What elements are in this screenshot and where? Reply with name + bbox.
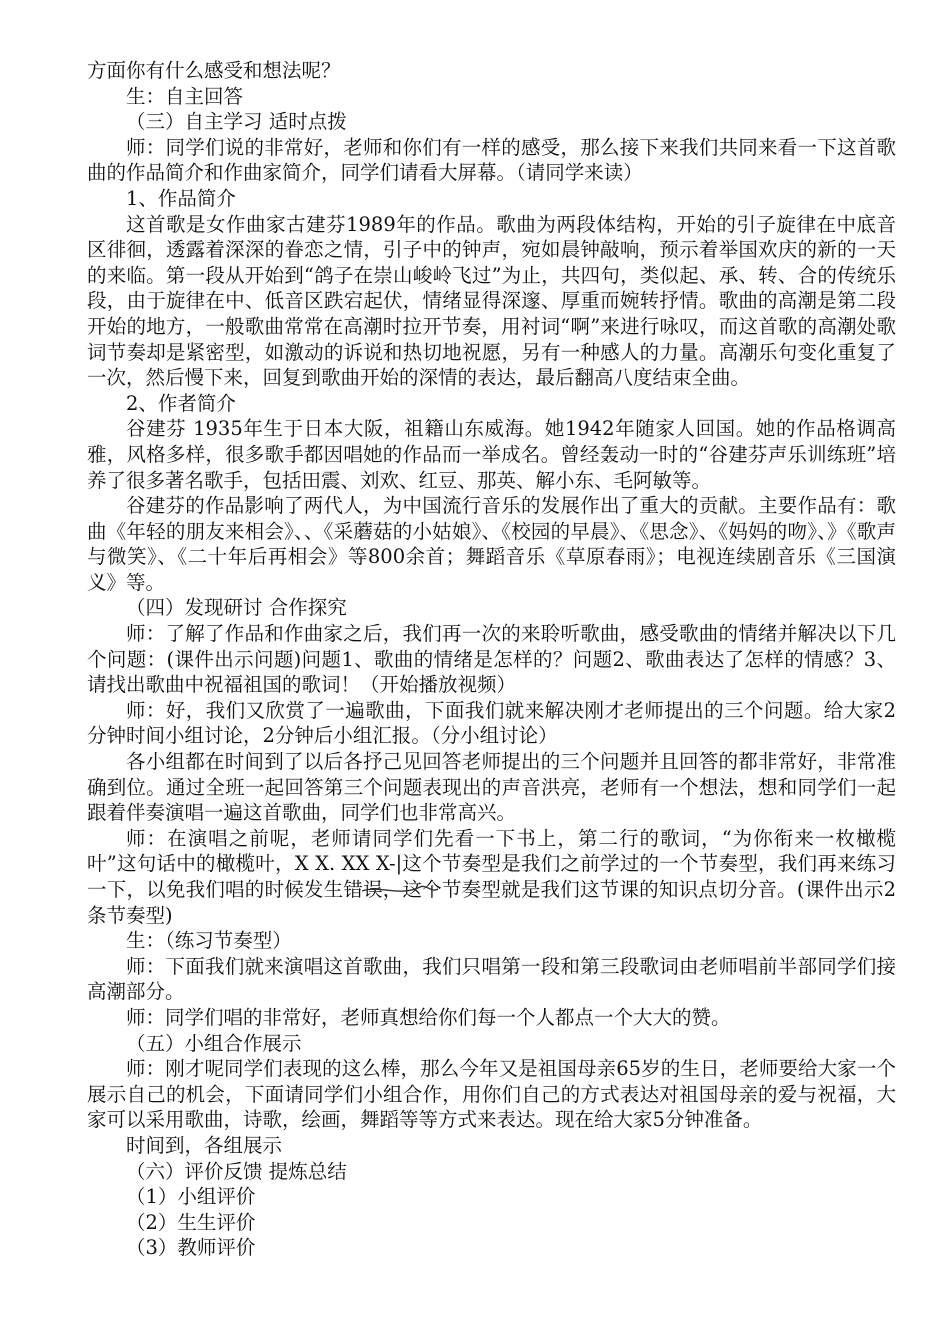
evaluation-item-3: （3）教师评价 [126,1236,256,1260]
time-up-line: 时间到，各组展示 [126,1133,283,1157]
evaluation-item-2: （2）生生评价 [126,1210,256,1234]
subheading-work-intro: 1、作品简介 [126,186,236,210]
work-intro-paragraph: 这首歌是女作曲家古建芬1989年的作品。歌曲为两段体结构，开始的引子旋律在中底音区徘徊，透露着深深的眷恋之情，引子中的钟声，宛如晨钟敲响，预示着举国欢庆的新的一天的来临。第一段从开始到“鸽子在崇山峻岭飞过”为止，共四句，类似起、承、转、合的传统乐段，由于旋律在中、低音区跌宕起伏，情绪显得深邃、厚重而婉转抒情。歌曲的高潮是第二段开始的地方，一般歌曲常常在高潮时拉开节奏，用衬词“啊”来进行咏叹，而这首歌的高潮处歌词节奏却是紧密型，如激动的诉说和热切地祝愿，另有一种感人的力量。高潮乐句变化重复了一次，然后慢下来，回复到歌曲开始的深情的表达，最后翻高八度结束全曲。 [87,212,896,390]
subheading-author-intro: 2、作者简介 [126,391,236,415]
paragraph-continuation: 方面你有什么感受和想法呢？ [87,59,341,82]
rhythm-pattern-paragraph: 师：在演唱之前呢，老师请同学们先看一下书上，第二行的歌词，“为你衔来一枚橄榄叶”这句话中的橄榄叶，X X. XX X-|这个节奏型是我们之前学过的一个节奏型，我们再来练习一下，以免我们唱的时候发生错误，这个节奏型就是我们这节课的知识点切分音。(课件出示2条节奏型) [87,826,896,927]
group-answers-paragraph: 各小组都在时间到了以后各抒己见回答老师提出的三个问题并且回答的都非常好，非常准确到位。通过全班一起回答第三个问题表现出的声音洪亮，老师有一个想法，想和同学们一起跟着伴奏演唱一遍这首歌曲，同学们也非常高兴。 [87,750,896,825]
student-answer: 生：自主回答 [126,84,244,108]
evaluation-item-1: （1）小组评价 [126,1185,256,1209]
section-heading-4: （四）发现研讨 合作探究 [126,596,347,620]
teacher-praise-paragraph: 师：同学们唱的非常好，老师真想给你们每一个人都点一个大大的赞。 [126,1005,731,1029]
student-practice: 生：（练习节奏型） [126,929,292,953]
group-show-paragraph: 师：刚才呢同学们表现的这么棒，那么今年又是祖国母亲65岁的生日，老师要给大家一个展示自己的机会，下面请同学们小组合作，用你们自己的方式表达对祖国母亲的爱与祝福，大家可以采用歌曲，诗歌，绘画，舞蹈等等方式来表达。现在给大家5分钟准备。 [87,1057,896,1132]
teacher-discussion-paragraph: 师：好，我们又欣赏了一遍歌曲，下面我们就来解决刚才老师提出的三个问题。给大家2分钟时间小组讨论，2分钟后小组汇报。（分小组讨论） [87,698,896,748]
author-works-paragraph: 谷建芬的作品影响了两代人，为中国流行音乐的发展作出了重大的贡献。主要作品有：歌曲《年轻的朋友来相会》、、《采蘑菇的小姑娘》、《校园的早晨》、《思念》、《妈妈的吻》、》《歌声与微笑》、《二十年后再相会》等800余首；舞蹈音乐《草原春雨》；电视连续剧音乐《三国演义》等。 [87,494,896,594]
section-heading-6: （六）评价反馈 提炼总结 [126,1159,347,1183]
teacher-intro-paragraph: 师：同学们说的非常好，老师和你们有一样的感受，那么接下来我们共同来看一下这首歌曲的作品简介和作曲家简介，同学们请看大屏幕。（请同学来读） [87,135,896,185]
author-intro-paragraph: 谷建芬 1935年生于日本大阪，祖籍山东威海。她1942年随家人回国。她的作品格调高雅，风格多样，很多歌手都因唱她的作品而一举成名。曾经轰动一时的“谷建芬声乐训练班”培养了很多著名歌手，包括田震、刘欢、红豆、那英、解小东、毛阿敏等。 [87,417,896,492]
teacher-singing-paragraph: 师：下面我们就来演唱这首歌曲，我们只唱第一段和第三段歌词由老师唱前半部同学们接高潮部分。 [87,954,896,1004]
section-heading-5: （五）小组合作展示 [126,1031,302,1055]
teacher-questions-paragraph: 师：了解了作品和作曲家之后，我们再一次的来聆听歌曲，感受歌曲的情绪并解决以下几个问题：(课件出示问题)问题1、歌曲的情绪是怎样的？问题2、歌曲表达了怎样的情感？3、请找出歌曲中祝福祖国的歌词！（开始播放视频） [87,622,896,697]
section-heading-3: （三）自主学习 适时点拨 [126,110,347,134]
